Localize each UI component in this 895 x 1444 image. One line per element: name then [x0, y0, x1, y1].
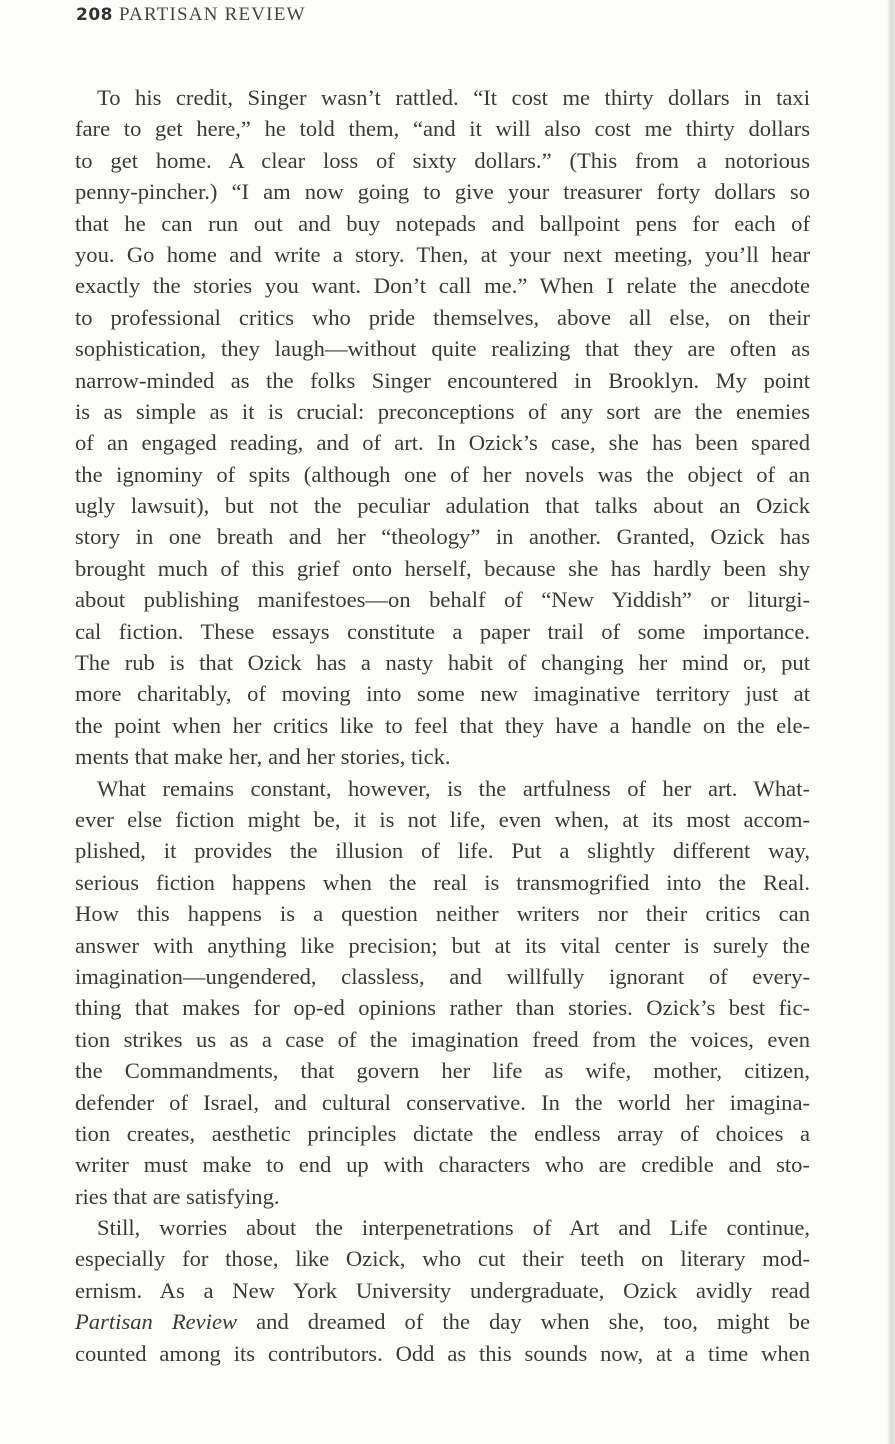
text-line: Still, worries about the interpenetrations of Art and Life continue, — [97, 1215, 810, 1241]
text-line: to get home. A clear loss of sixty dollars.” (This from a notorious — [75, 147, 810, 173]
text-line: ernism. As a New York University undergraduate, Ozick avidly read — [75, 1277, 810, 1303]
text-line: fare to get here,” he told them, “and it will also cost me thirty dollars — [75, 116, 810, 142]
text-line: sophistication, they laugh—without quite realizing that they are often as — [75, 336, 810, 362]
text-line: imagination—ungendered, classless, and willfully ignorant of every- — [75, 963, 810, 989]
text-line: story in one breath and her “theology” in another. Granted, Ozick has — [75, 524, 810, 550]
text-line: exactly the stories you want. Don’t call me.” When I relate the anecdote — [75, 273, 810, 299]
paragraph — [75, 82, 810, 773]
text-line: The rub is that Ozick has a nasty habit of changing her mind or, put — [75, 650, 810, 676]
text-segment: and dreamed of the day when she, too, might be — [237, 1309, 811, 1335]
text-line: serious fiction happens when the real is transmogrified into the Real. — [75, 869, 810, 895]
page-number: 208 — [76, 5, 113, 25]
text-line: cal fiction. These essays constitute a paper trail of some importance. — [75, 618, 810, 644]
running-title: PARTISAN REVIEW — [119, 4, 306, 25]
italic-title: Partisan Review — [75, 1309, 238, 1335]
text-line: plished, it provides the illusion of life. Put a slightly different way, — [75, 838, 810, 864]
text-line: brought much of this grief onto herself, because she has hardly been shy — [75, 555, 810, 581]
text-line: tion creates, aesthetic principles dictate the endless array of choices a — [75, 1120, 810, 1146]
text-line: tion strikes us as a case of the imagination freed from the voices, even — [75, 1026, 810, 1052]
text-line: especially for those, like Ozick, who cut their teeth on literary mod- — [75, 1246, 810, 1272]
scan-edge-shadow — [887, 0, 895, 1444]
text-line: defender of Israel, and cultural conservative. In the world her imagina- — [75, 1089, 810, 1115]
text-line: counted among its contributors. Odd as this sounds now, at a time when — [75, 1340, 810, 1366]
text-line: ments that make her, and her stories, tick. — [75, 744, 451, 770]
text-line: more charitably, of moving into some new imaginative territory just at — [75, 681, 810, 707]
text-line: of an engaged reading, and of art. In Ozick’s case, she has been spared — [75, 430, 810, 456]
text-line: the point when her critics like to feel that they have a handle on the ele- — [75, 712, 810, 738]
text-line: you. Go home and write a story. Then, at your next meeting, you’ll hear — [75, 241, 810, 267]
text-line: answer with anything like precision; but at its vital center is surely the — [75, 932, 810, 958]
text-line: What remains constant, however, is the artfulness of her art. What- — [97, 775, 810, 801]
text-line: ugly lawsuit), but not the peculiar adulation that talks about an Ozick — [75, 493, 810, 519]
text-line: that he can run out and buy notepads and ballpoint pens for each of — [75, 210, 810, 236]
text-line: the ignominy of spits (although one of her novels was the object of an — [75, 461, 810, 487]
text-line: to professional critics who pride themselves, above all else, on their — [75, 304, 810, 330]
text-line: penny-pincher.) “I am now going to give your treasurer forty dollars so — [75, 179, 810, 205]
body-text — [75, 82, 810, 1369]
text-line: thing that makes for op-ed opinions rather than stories. Ozick’s best fic- — [75, 995, 810, 1021]
text-line: To his credit, Singer wasn’t rattled. “It cost me thirty dollars in taxi — [97, 85, 810, 110]
text-line: writer must make to end up with characters who are credible and sto- — [75, 1152, 810, 1178]
running-header — [76, 4, 306, 26]
text-line: is as simple as it is crucial: preconceptions of any sort are the enemies — [75, 398, 810, 424]
text-line: ever else fiction might be, it is not life, even when, at its most accom- — [75, 806, 810, 832]
paragraph — [75, 773, 810, 1212]
text-line: How this happens is a question neither writers nor their critics can — [75, 901, 810, 927]
text-line: narrow-minded as the folks Singer encountered in Brooklyn. My point — [75, 367, 810, 393]
text-line: about publishing manifestoes—on behalf of “New Yiddish” or liturgi- — [75, 587, 810, 613]
text-line: the Commandments, that govern her life as wife, mother, citizen, — [75, 1058, 810, 1084]
text-line — [75, 1306, 810, 1337]
paragraph — [75, 1212, 810, 1369]
text-line: ries that are satisfying. — [75, 1183, 280, 1209]
